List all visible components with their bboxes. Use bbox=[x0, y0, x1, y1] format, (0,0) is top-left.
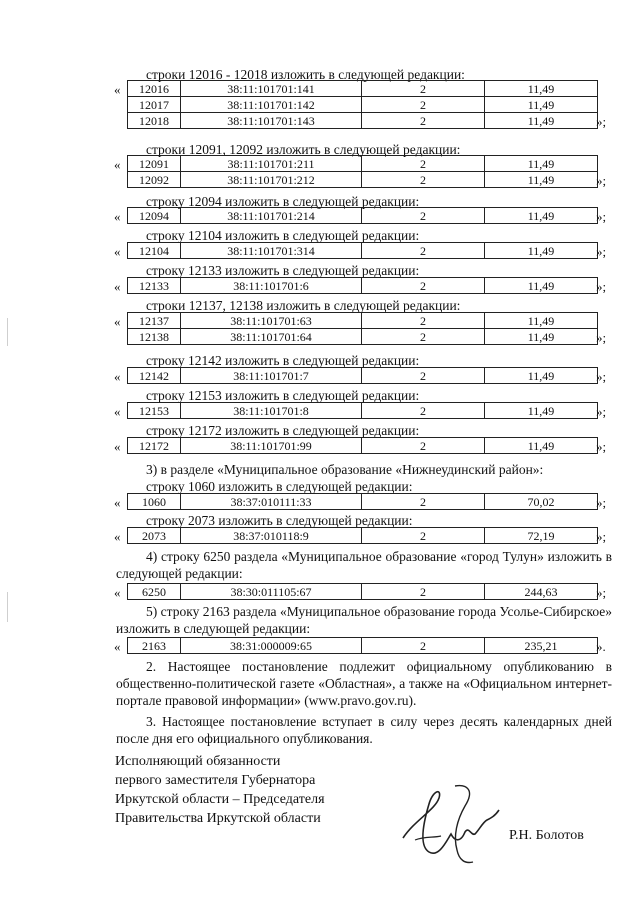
zone-cell: 2 bbox=[362, 368, 485, 384]
row-number-cell: 12172 bbox=[128, 438, 181, 454]
value-cell: 11,49 bbox=[485, 156, 598, 172]
signatory-title-line: Исполняющий обязанности bbox=[115, 754, 281, 769]
open-quote: « bbox=[114, 369, 121, 384]
cadastral-number-cell: 38:11:101701:214 bbox=[181, 208, 362, 224]
instruction-line: строки 12091, 12092 изложить в следующей редакции: bbox=[146, 142, 461, 157]
table-row bbox=[128, 113, 598, 129]
row-table bbox=[127, 242, 598, 259]
table-row bbox=[128, 368, 598, 384]
close-quote: »; bbox=[596, 404, 607, 419]
zone-cell: 2 bbox=[362, 329, 485, 345]
row-number-cell: 6250 bbox=[128, 584, 181, 600]
open-quote: « bbox=[114, 279, 121, 294]
cadastral-number-cell: 38:11:101701:143 bbox=[181, 113, 362, 129]
section-heading: 3) в разделе «Муниципальное образование «Нижнеудинский район»: bbox=[146, 462, 544, 477]
instruction-paragraph: 5) строку 2163 раздела «Муниципальное образование города Усолье-Сибирское» изложить в следующей редакции: bbox=[116, 604, 612, 636]
signatory-name: Р.Н. Болотов bbox=[509, 828, 584, 843]
scan-artifact bbox=[7, 318, 8, 346]
instruction-line: строку 1060 изложить в следующей редакции: bbox=[146, 479, 413, 494]
table-row bbox=[128, 494, 598, 510]
close-quote: »; bbox=[596, 369, 607, 384]
cadastral-number-cell: 38:11:101701:314 bbox=[181, 243, 362, 259]
instruction-line: строку 12104 изложить в следующей редакции: bbox=[146, 228, 420, 243]
open-quote: « bbox=[114, 209, 121, 224]
row-number-cell: 12137 bbox=[128, 313, 181, 329]
row-number-cell: 12018 bbox=[128, 113, 181, 129]
zone-cell: 2 bbox=[362, 97, 485, 113]
cadastral-number-cell: 38:11:101701:142 bbox=[181, 97, 362, 113]
cadastral-number-cell: 38:11:101701:8 bbox=[181, 403, 362, 419]
table-row bbox=[128, 208, 598, 224]
table-row bbox=[128, 81, 598, 97]
open-quote: « bbox=[114, 314, 121, 329]
row-table bbox=[127, 207, 598, 224]
instruction-line: строку 12142 изложить в следующей редакции: bbox=[146, 353, 420, 368]
zone-cell: 2 bbox=[362, 403, 485, 419]
zone-cell: 2 bbox=[362, 81, 485, 97]
value-cell: 72,19 bbox=[485, 528, 598, 544]
table-row bbox=[128, 329, 598, 345]
signatory-title-line: Иркутской области – Председателя bbox=[115, 792, 325, 807]
open-quote: « bbox=[114, 404, 121, 419]
instruction-paragraph: 4) строку 6250 раздела «Муниципальное образование «город Тулун» изложить в следующей редакции: bbox=[116, 549, 612, 581]
open-quote: « bbox=[114, 82, 121, 97]
value-cell: 235,21 bbox=[485, 638, 598, 654]
instruction-line: строку 12172 изложить в следующей редакции: bbox=[146, 423, 420, 438]
value-cell: 244,63 bbox=[485, 584, 598, 600]
cadastral-number-cell: 38:11:101701:99 bbox=[181, 438, 362, 454]
table-row bbox=[128, 156, 598, 172]
row-table bbox=[127, 367, 598, 384]
row-number-cell: 12092 bbox=[128, 172, 181, 188]
cadastral-number-cell: 38:37:010118:9 bbox=[181, 528, 362, 544]
close-quote: »; bbox=[596, 279, 607, 294]
cadastral-number-cell: 38:31:000009:65 bbox=[181, 638, 362, 654]
zone-cell: 2 bbox=[362, 172, 485, 188]
value-cell: 11,49 bbox=[485, 403, 598, 419]
row-number-cell: 12133 bbox=[128, 278, 181, 294]
instruction-line: строку 12094 изложить в следующей редакции: bbox=[146, 194, 420, 209]
paragraph-3: 3. Настоящее постановление вступает в силу через десять календарных дней после дня его официального опубликования. bbox=[116, 714, 612, 746]
cadastral-number-cell: 38:11:101701:211 bbox=[181, 156, 362, 172]
row-number-cell: 12153 bbox=[128, 403, 181, 419]
close-quote: »; bbox=[596, 173, 607, 188]
cadastral-number-cell: 38:11:101701:6 bbox=[181, 278, 362, 294]
value-cell: 11,49 bbox=[485, 97, 598, 113]
open-quote: « bbox=[114, 439, 121, 454]
instruction-line: строки 12137, 12138 изложить в следующей редакции: bbox=[146, 298, 461, 313]
row-number-cell: 12094 bbox=[128, 208, 181, 224]
table-row bbox=[128, 438, 598, 454]
row-table bbox=[127, 583, 598, 600]
table-row bbox=[128, 243, 598, 259]
row-table bbox=[127, 527, 598, 544]
value-cell: 11,49 bbox=[485, 329, 598, 345]
cadastral-number-cell: 38:37:010111:33 bbox=[181, 494, 362, 510]
zone-cell: 2 bbox=[362, 208, 485, 224]
zone-cell: 2 bbox=[362, 528, 485, 544]
cadastral-number-cell: 38:30:011105:67 bbox=[181, 584, 362, 600]
row-table bbox=[127, 402, 598, 419]
close-quote: »; bbox=[596, 585, 607, 600]
close-quote: »; bbox=[596, 244, 607, 259]
open-quote: « bbox=[114, 529, 121, 544]
signatory-title-line: первого заместителя Губернатора bbox=[115, 773, 316, 788]
close-quote: »; bbox=[596, 529, 607, 544]
zone-cell: 2 bbox=[362, 156, 485, 172]
zone-cell: 2 bbox=[362, 584, 485, 600]
row-number-cell: 12091 bbox=[128, 156, 181, 172]
value-cell: 11,49 bbox=[485, 278, 598, 294]
cadastral-number-cell: 38:11:101701:141 bbox=[181, 81, 362, 97]
open-quote: « bbox=[114, 585, 121, 600]
zone-cell: 2 bbox=[362, 638, 485, 654]
instruction-line: строку 2073 изложить в следующей редакции: bbox=[146, 513, 413, 528]
row-number-cell: 12016 bbox=[128, 81, 181, 97]
row-number-cell: 12104 bbox=[128, 243, 181, 259]
handwritten-signature bbox=[395, 780, 505, 870]
table-row bbox=[128, 403, 598, 419]
table-row bbox=[128, 278, 598, 294]
row-table bbox=[127, 80, 598, 129]
value-cell: 11,49 bbox=[485, 438, 598, 454]
scan-artifact bbox=[7, 592, 8, 622]
value-cell: 11,49 bbox=[485, 81, 598, 97]
cadastral-number-cell: 38:11:101701:63 bbox=[181, 313, 362, 329]
cadastral-number-cell: 38:11:101701:7 bbox=[181, 368, 362, 384]
row-number-cell: 2073 bbox=[128, 528, 181, 544]
cadastral-number-cell: 38:11:101701:64 bbox=[181, 329, 362, 345]
table-row bbox=[128, 584, 598, 600]
zone-cell: 2 bbox=[362, 313, 485, 329]
zone-cell: 2 bbox=[362, 113, 485, 129]
cadastral-number-cell: 38:11:101701:212 bbox=[181, 172, 362, 188]
value-cell: 70,02 bbox=[485, 494, 598, 510]
instruction-line: строку 12133 изложить в следующей редакции: bbox=[146, 263, 420, 278]
value-cell: 11,49 bbox=[485, 208, 598, 224]
close-quote: »; bbox=[596, 495, 607, 510]
zone-cell: 2 bbox=[362, 278, 485, 294]
zone-cell: 2 bbox=[362, 243, 485, 259]
table-row bbox=[128, 528, 598, 544]
signatory-title bbox=[115, 752, 325, 828]
value-cell: 11,49 bbox=[485, 313, 598, 329]
table-row bbox=[128, 638, 598, 654]
row-table bbox=[127, 637, 598, 654]
table-row bbox=[128, 172, 598, 188]
row-table bbox=[127, 277, 598, 294]
row-number-cell: 1060 bbox=[128, 494, 181, 510]
value-cell: 11,49 bbox=[485, 368, 598, 384]
row-table bbox=[127, 312, 598, 345]
paragraph-2: 2. Настоящее постановление подлежит официальному опубликованию в общественно-политической газете «Областная», а также на «Официальном интернет-портале правовой информации» (www.pravo.gov.ru). bbox=[116, 659, 612, 708]
row-table bbox=[127, 437, 598, 454]
close-quote: »; bbox=[596, 439, 607, 454]
open-quote: « bbox=[114, 639, 121, 654]
close-quote: »; bbox=[596, 114, 607, 129]
value-cell: 11,49 bbox=[485, 243, 598, 259]
close-quote: ». bbox=[596, 639, 606, 654]
instruction-line: строки 12016 - 12018 изложить в следующей редакции: bbox=[146, 67, 465, 82]
row-number-cell: 12142 bbox=[128, 368, 181, 384]
close-quote: »; bbox=[596, 209, 607, 224]
value-cell: 11,49 bbox=[485, 172, 598, 188]
row-number-cell: 12017 bbox=[128, 97, 181, 113]
signatory-title-line: Правительства Иркутской области bbox=[115, 811, 321, 826]
table-row bbox=[128, 313, 598, 329]
row-table bbox=[127, 493, 598, 510]
close-quote: »; bbox=[596, 330, 607, 345]
zone-cell: 2 bbox=[362, 438, 485, 454]
instruction-line: строку 12153 изложить в следующей редакции: bbox=[146, 388, 420, 403]
table-row bbox=[128, 97, 598, 113]
open-quote: « bbox=[114, 495, 121, 510]
open-quote: « bbox=[114, 157, 121, 172]
row-table bbox=[127, 155, 598, 188]
value-cell: 11,49 bbox=[485, 113, 598, 129]
row-number-cell: 12138 bbox=[128, 329, 181, 345]
row-number-cell: 2163 bbox=[128, 638, 181, 654]
zone-cell: 2 bbox=[362, 494, 485, 510]
open-quote: « bbox=[114, 244, 121, 259]
